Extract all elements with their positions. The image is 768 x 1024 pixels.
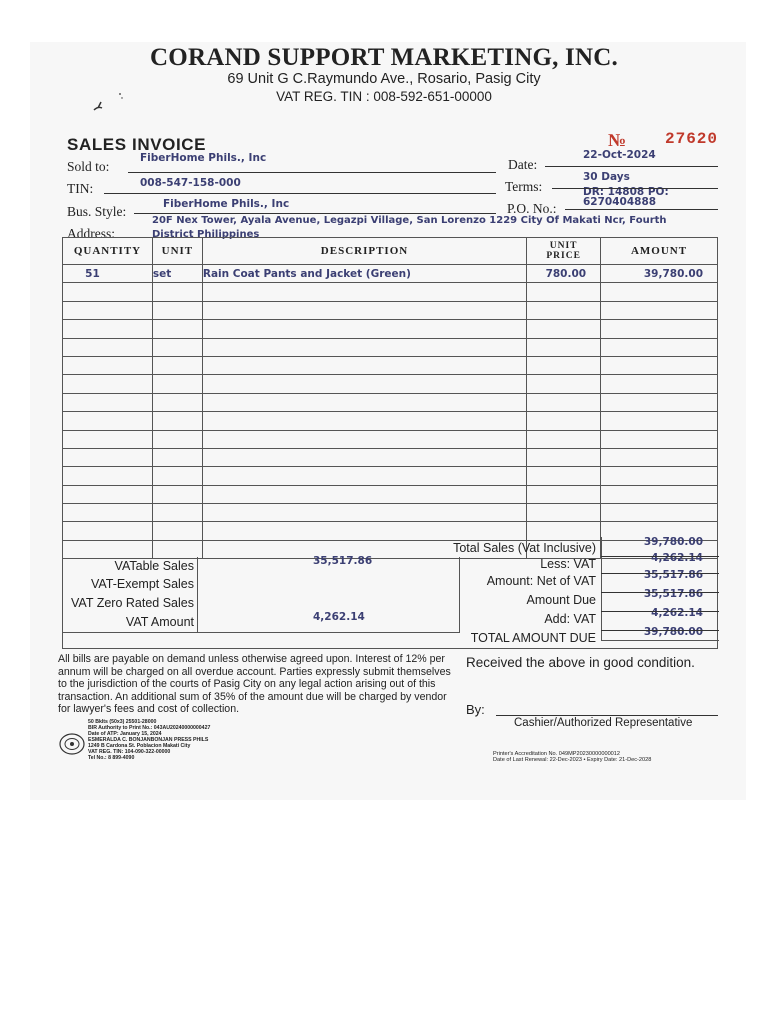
accreditation-line1: Printer's Accreditation No. 049MP20230000000012: [493, 751, 621, 757]
printer-info-line: BIR Authority to Print No.: 043AU20240000000427: [88, 725, 211, 731]
cell-unit: [152, 393, 202, 411]
cell-quantity: [63, 522, 153, 540]
cell-description: [202, 320, 526, 338]
cell-unit: [152, 375, 202, 393]
cell-quantity: [63, 375, 153, 393]
printer-info-line: VAT REG. TIN: 104-090-322-00000: [88, 749, 171, 755]
terms-line: [552, 188, 718, 189]
cell-unit-price: [527, 283, 601, 301]
cell-amount: 39,780.00: [601, 265, 718, 283]
header-unit: UNIT: [152, 238, 202, 265]
table-row: [63, 283, 718, 301]
left-summary-label: VAT Amount: [125, 615, 194, 629]
cell-amount: [601, 485, 718, 503]
cell-quantity: [63, 467, 153, 485]
table-row: [63, 265, 718, 283]
cell-unit-price: [527, 320, 601, 338]
cell-unit: [152, 430, 202, 448]
cell-quantity: [63, 485, 153, 503]
address-label: Address:: [67, 226, 115, 241]
right-summary-label: Amount: Net of VAT: [486, 574, 596, 588]
cell-description: [202, 356, 526, 374]
cell-amount: [601, 301, 718, 319]
accreditation-line2: Date of Last Renewal: 22-Dec-2023 • Expiry Date: 21-Dec-2028: [493, 757, 652, 763]
company-name: CORAND SUPPORT MARKETING, INC.: [150, 44, 618, 71]
cell-unit: [152, 338, 202, 356]
cell-unit-price: [527, 393, 601, 411]
address-value-line2: District Philippines: [152, 229, 260, 240]
tin-value: 008-547-158-000: [140, 177, 241, 189]
company-vat-reg: VAT REG. TIN : 008-592-651-00000: [276, 89, 492, 104]
right-summary-value: 4,262.14: [651, 607, 703, 619]
cell-unit-price: [527, 301, 601, 319]
printer-info-line: 50 Bklts (50x3) 25501-28000: [88, 719, 157, 725]
table-row: [63, 393, 718, 411]
cell-description: [202, 338, 526, 356]
left-summary-label: VAT-Exempt Sales: [90, 577, 194, 591]
table-row: [63, 485, 718, 503]
right-summary-value: 39,780.00: [643, 626, 703, 638]
invoice-number-label: №: [608, 130, 627, 150]
cell-description: [202, 393, 526, 411]
cell-quantity: [63, 448, 153, 466]
bus-style-label: Bus. Style:: [67, 204, 127, 219]
date-value: 22-Oct-2024: [583, 149, 656, 161]
cell-description: [202, 301, 526, 319]
cell-quantity: [63, 356, 153, 374]
items-table: [62, 237, 718, 559]
table-row: [63, 430, 718, 448]
right-summary-label: TOTAL AMOUNT DUE: [470, 631, 596, 645]
header-quantity: QUANTITY: [63, 238, 153, 265]
cell-unit: [152, 412, 202, 430]
cell-unit: [152, 448, 202, 466]
left-summary-value: 35,517.86: [313, 555, 373, 567]
cell-description: [202, 504, 526, 522]
right-summary-value: 35,517.86: [643, 569, 703, 581]
cell-amount: [601, 448, 718, 466]
cell-description: [202, 485, 526, 503]
right-summary-label: Total Sales (Vat Inclusive): [453, 541, 596, 555]
table-row: [63, 504, 718, 522]
date-label: Date:: [508, 157, 538, 172]
cell-description: Rain Coat Pants and Jacket (Green): [202, 265, 526, 283]
right-summary-label: Less: VAT: [540, 557, 596, 571]
printer-info-line: Tel No.: 8 899-4090: [88, 755, 135, 761]
cashier-label: Cashier/Authorized Representative: [514, 717, 693, 729]
table-row: [63, 320, 718, 338]
right-summary-value: 39,780.00: [643, 536, 703, 548]
table-row: [63, 375, 718, 393]
po-label: P.O. No.:: [507, 201, 557, 216]
address-value-line1: 20F Nex Tower, Ayala Avenue, Legazpi Village, San Lorenzo 1229 City Of Makati Ncr, Fourth: [152, 215, 667, 226]
table-row: [63, 301, 718, 319]
tin-label: TIN:: [67, 181, 94, 196]
bus-style-value: FiberHome Phils., Inc: [163, 198, 290, 210]
tin-line: [104, 193, 496, 194]
cell-unit: [152, 356, 202, 374]
cell-amount: [601, 504, 718, 522]
cell-unit: set: [152, 265, 202, 283]
left-summary-value: 4,262.14: [313, 611, 365, 623]
cell-unit-price: [527, 412, 601, 430]
invoice-number: 27620: [665, 130, 719, 148]
summary-divider: [601, 556, 719, 557]
cell-quantity: [63, 504, 153, 522]
by-label: By:: [466, 702, 485, 717]
table-row: [63, 467, 718, 485]
received-statement: Received the above in good condition.: [466, 655, 695, 670]
table-row: [63, 338, 718, 356]
cell-unit: [152, 283, 202, 301]
right-summary-value: 35,517.86: [643, 588, 703, 600]
cell-unit: [152, 504, 202, 522]
summary-divider: [601, 630, 719, 631]
printer-info: [88, 719, 210, 761]
printer-info-line: ESMERALDA C. BONJANBONJAN PRESS PHILS: [88, 737, 209, 743]
cell-amount: [601, 356, 718, 374]
cell-quantity: [63, 338, 153, 356]
cell-description: [202, 448, 526, 466]
cell-description: [202, 412, 526, 430]
cell-unit: [152, 485, 202, 503]
cell-amount: [601, 283, 718, 301]
cell-unit-price: [527, 522, 601, 540]
cell-unit-price: [527, 448, 601, 466]
right-summary-label: Amount Due: [526, 593, 596, 607]
cell-unit: [152, 320, 202, 338]
printer-seal-icon: [59, 733, 85, 755]
cell-description: [202, 430, 526, 448]
cell-description: [202, 467, 526, 485]
right-summary-value: 4,262.14: [651, 552, 703, 564]
cell-unit: [152, 522, 202, 540]
cell-description: [202, 522, 526, 540]
cell-unit-price: 780.00: [527, 265, 601, 283]
cell-amount: [601, 393, 718, 411]
left-summary-label: VATable Sales: [114, 559, 194, 573]
header-description: DESCRIPTION: [202, 238, 526, 265]
right-summary-label: Add: VAT: [544, 612, 596, 626]
date-line: [545, 166, 718, 167]
cell-amount: [601, 338, 718, 356]
cell-unit: [152, 301, 202, 319]
header-unit-price: [527, 238, 601, 265]
signature-line: [496, 715, 718, 716]
cell-unit-price: [527, 375, 601, 393]
cell-unit-price: [527, 338, 601, 356]
terms-notes: All bills are payable on demand unless otherwise agreed upon. Interest of 12% per annum will be charged on all overdue account. Parties expressly submit themselves to the jurisdiction of the courts of Pasig City on any legal action arising out of this transaction. An additional sum of 35% of the amount due will be charged by vendor for lawyer's fees and cost of collection.: [58, 653, 451, 716]
po-value: 6270404888: [583, 196, 657, 208]
cell-amount: [601, 375, 718, 393]
table-header-row: [63, 238, 718, 265]
cell-amount: [601, 412, 718, 430]
sold-to-line: [128, 172, 496, 173]
cell-unit-price: [527, 485, 601, 503]
header-unit-price-label: UNIT PRICE: [546, 241, 581, 261]
summary-divider: [601, 573, 719, 574]
terms-label: Terms:: [505, 179, 543, 194]
cell-quantity: [63, 430, 153, 448]
printer-info-line: Date of ATP: January 15, 2024: [88, 731, 162, 737]
cell-unit-price: [527, 430, 601, 448]
table-row: [63, 448, 718, 466]
sold-to-label: Sold to:: [67, 159, 110, 174]
bus-style-line: [134, 213, 496, 214]
cell-amount: [601, 467, 718, 485]
cell-description: [202, 283, 526, 301]
left-summary-label: VAT Zero Rated Sales: [71, 596, 194, 610]
cell-unit-price: [527, 504, 601, 522]
items-body: [63, 265, 718, 559]
cell-amount: [601, 320, 718, 338]
cell-quantity: [63, 412, 153, 430]
cell-quantity: [63, 393, 153, 411]
cell-amount: [601, 430, 718, 448]
cell-unit: [152, 467, 202, 485]
cell-quantity: [63, 283, 153, 301]
table-row: [63, 412, 718, 430]
terms-value-line1: 30 Days: [583, 171, 630, 183]
invoice-title: SALES INVOICE: [67, 135, 207, 154]
po-line: [565, 209, 718, 210]
header-amount: AMOUNT: [601, 238, 718, 265]
company-address: 69 Unit G C.Raymundo Ave., Rosario, Pasig City: [227, 71, 541, 87]
summary-divider: [601, 611, 719, 612]
summary-divider: [601, 592, 719, 593]
cell-quantity: 51: [63, 265, 153, 283]
cell-description: [202, 375, 526, 393]
printer-info-line: 1249 B Cardona St. Poblacion Makati City: [88, 743, 191, 749]
cell-unit-price: [527, 467, 601, 485]
cell-quantity: [63, 320, 153, 338]
cell-quantity: [63, 301, 153, 319]
table-row: [63, 356, 718, 374]
terms-value-line2: DR: 14808 PO:: [583, 186, 669, 198]
summary-section: [62, 536, 718, 649]
ink-mark-icon: [88, 88, 128, 118]
cell-unit-price: [527, 356, 601, 374]
sold-to-value: FiberHome Phils., Inc: [140, 152, 267, 164]
